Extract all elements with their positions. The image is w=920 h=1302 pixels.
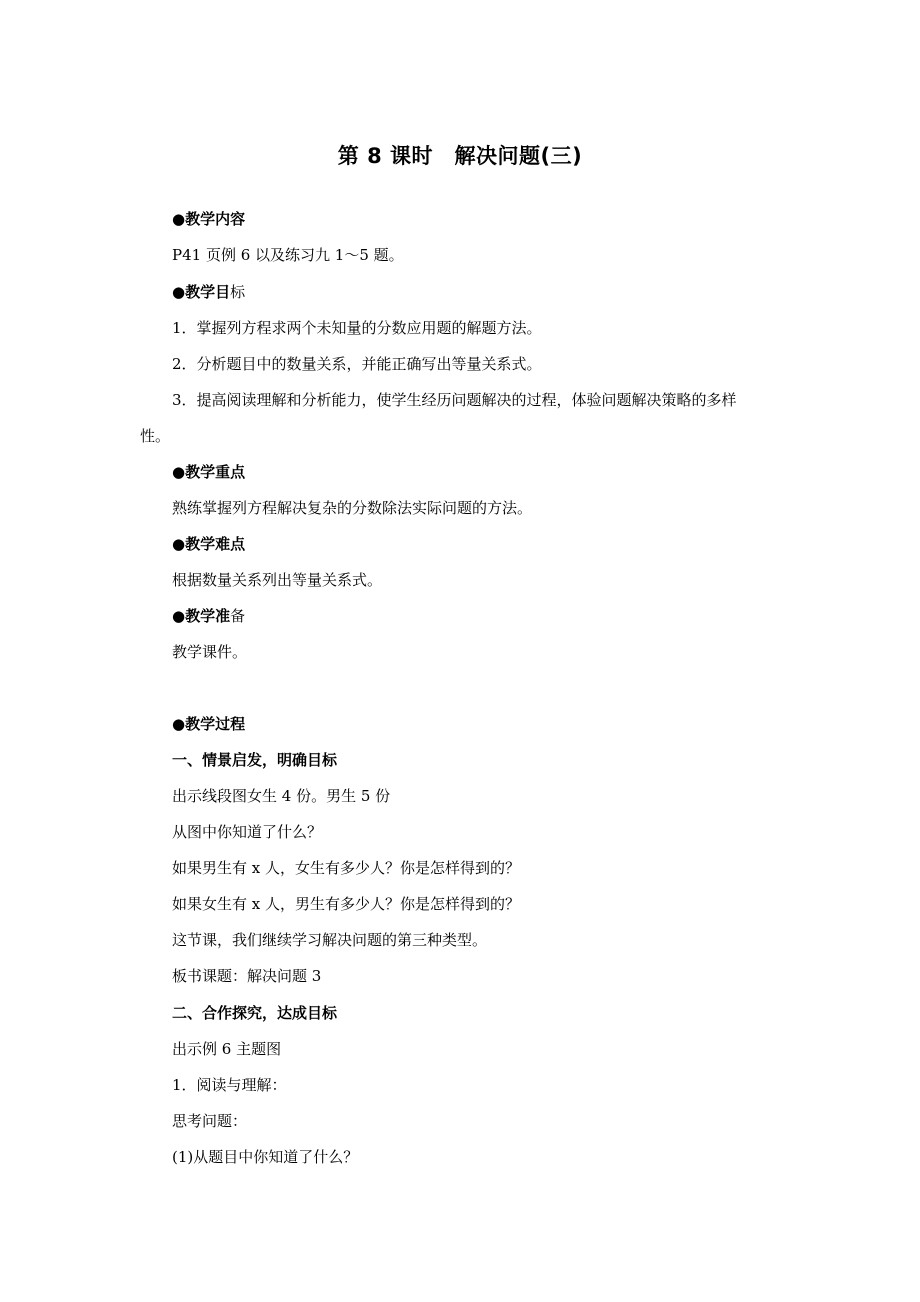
line-text: 1．阅读与理解： [172,1076,287,1094]
line-text: 熟练掌握列方程解决复杂的分数除法实际问题的方法。 [172,499,533,517]
body-text-line [172,390,737,410]
line-text: 思考问题： [172,1112,248,1130]
line-text: 这节课，我们继续学习解决问题的第三种类型。 [172,931,488,949]
line-text: 出示例 6 主题图 [172,1040,282,1058]
section-heading [172,534,245,554]
section-heading [172,606,245,626]
line-text: 一、情景启发，明确目标 [172,751,338,769]
body-text-line [172,245,404,265]
body-text-line [172,858,520,878]
section-heading [172,714,245,734]
line-text: 3．提高阅读理解和分析能力，使学生经历问题解决的过程，体验问题解决策略的多样 [172,391,737,409]
line-text: 性。 [140,427,171,445]
page-title: 第 8 课时 解决问题(三) [337,144,583,168]
line-text: 教学课件。 [172,643,248,661]
line-text: ●教学准 [172,607,231,625]
line-text: ●教学内容 [172,210,246,228]
line-text: 出示线段图女生 4 份。男生 5 份 [172,787,391,805]
line-text: 二、合作探究，达成目标 [172,1004,338,1022]
line-text: ●教学目 [172,283,231,301]
line-text: 根据数量关系列出等量关系式。 [172,571,383,589]
line-text: ●教学难点 [172,535,246,553]
line-text: (1)从题目中你知道了什么？ [172,1148,359,1166]
line-text: ●教学重点 [172,463,246,481]
line-text: ●教学过程 [172,715,246,733]
line-text: 板书课题：解决问题 3 [172,967,322,985]
body-text-line [172,354,542,374]
line-text-rest: 标 [230,283,246,301]
section-heading [172,750,337,770]
body-text-line [172,318,542,338]
line-text-rest: 备 [230,607,246,625]
body-text-line [172,1039,281,1059]
line-text: P41 页例 6 以及练习九 1～5 题。 [172,246,404,264]
section-heading [172,282,245,302]
section-heading [172,209,245,229]
body-text-line [172,570,382,590]
body-text-line [172,966,321,986]
line-text: 2．分析题目中的数量关系，并能正确写出等量关系式。 [172,355,542,373]
line-text: 从图中你知道了什么？ [172,823,323,841]
line-text: 如果男生有 x 人，女生有多少人？你是怎样得到的？ [172,859,520,877]
body-text-line [172,1111,247,1131]
body-text-line [172,1075,287,1095]
body-text-line [172,822,322,842]
body-text-line [172,930,487,950]
body-text-line [172,642,247,662]
section-heading [172,1003,337,1023]
section-heading [172,462,245,482]
body-text-line [172,786,390,806]
body-text-line [172,1147,358,1167]
body-text-line [172,498,532,518]
body-text-line [172,894,520,914]
body-text-line [140,426,170,446]
line-text: 如果女生有 x 人，男生有多少人？你是怎样得到的？ [172,895,520,913]
line-text: 1．掌握列方程求两个未知量的分数应用题的解题方法。 [172,319,542,337]
